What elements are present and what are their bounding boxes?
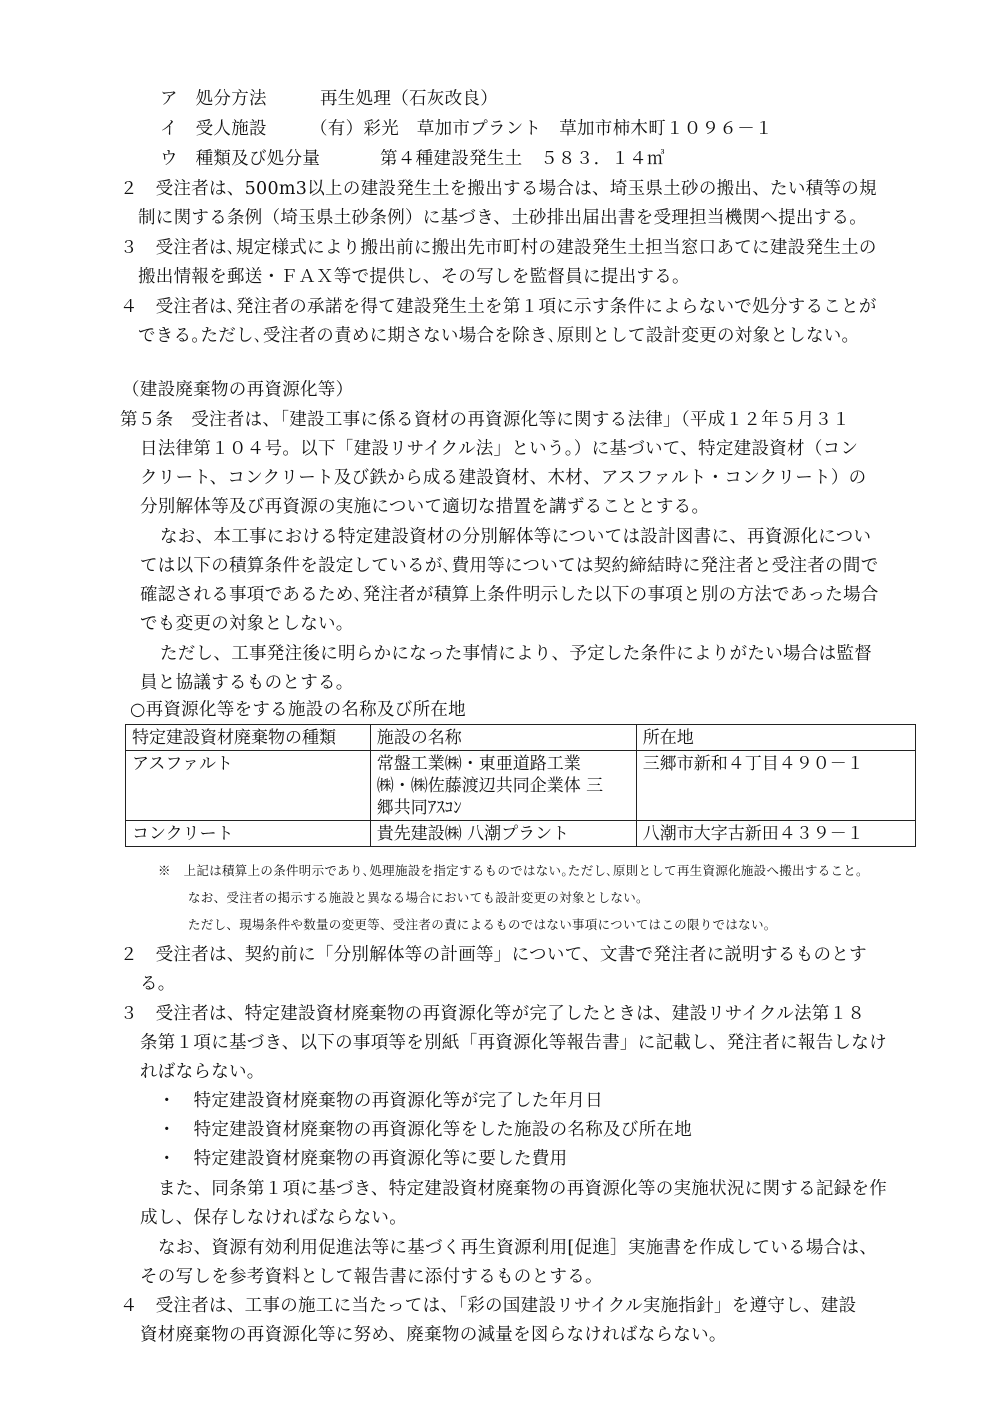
a5-clause3-line3: ればならない。: [140, 1062, 265, 1082]
clause4-line2: できる｡ただし､受注者の責めに期さない場合を除き､原則として設計変更の対象としない。: [138, 326, 860, 346]
article5-line2: 日法律第１０４号。以下「建設リサイクル法」という。）に基づいて、特定建設資材（コン: [140, 439, 859, 459]
note-line2: なお、受注者の掲示する施設と異なる場合においても設計変更の対象としない。: [188, 890, 649, 905]
article5-line5: なお、本工事における特定建設資材の分別解体等については設計図書に、再資源化につい: [160, 527, 872, 547]
disposal-method-label: ア 処分方法: [160, 89, 267, 109]
table-cell-name-line: 常盤工業㈱・東亜道路工業: [376, 754, 581, 774]
article5-line9: ただし、工事発注後に明らかになった事情により、予定した条件によりがたい場合は監督: [160, 644, 872, 664]
table-header-type: 特定建設資材廃棄物の種類: [126, 725, 371, 751]
clause3-line2: 搬出情報を郵送・ＦＡＸ等で提供し、その写しを監督員に提出する。: [138, 267, 690, 287]
a5-clause4-line1: ４ 受注者は、工事の施工に当たっては、「彩の国建設リサイクル実施指針」を遵守し、建設: [120, 1296, 857, 1316]
table-cell-name-line: ㈱・㈱佐藤渡辺共同企業体 三: [376, 776, 604, 796]
table-header-address: 所在地: [636, 725, 915, 751]
table-row: [126, 751, 916, 821]
disposal-type-label: ウ 種類及び処分量: [160, 149, 321, 169]
a5-clause2-line1: ２ 受注者は、契約前に「分別解体等の計画等」について、文書で発注者に説明するものとす: [120, 945, 867, 965]
article5-line4: 分別解体等及び再資源の実施について適切な措置を講ずることとする。: [140, 497, 710, 517]
section-title: （建設廃棄物の再資源化等）: [122, 380, 354, 400]
table-cell-name: 貴先建設㈱ 八潮プラント: [370, 821, 636, 847]
clause3-line1: ３ 受注者は､規定様式により搬出前に搬出先市町村の建設発生土担当窓口あてに建設発生土の: [120, 238, 877, 258]
article5-line7: 確認される事項であるため､発注者が積算上条件明示した以下の事項と別の方法であった場合: [140, 585, 879, 605]
table-caption: ○再資源化等をする施設の名称及び所在地: [130, 700, 466, 720]
table-header-name: 施設の名称: [370, 725, 636, 751]
table-cell-type: アスファルト: [126, 751, 371, 821]
a5-clause3-more-line4: その写しを参考資料として報告書に添付するものとする。: [140, 1267, 603, 1287]
article5-line1: 第５条 受注者は、「建設工事に係る資材の再資源化等に関する法律」（平成１２年５月３１: [120, 410, 851, 430]
clause2-line2: 制に関する条例（埼玉県土砂条例）に基づき、土砂排出届出書を受理担当機関へ提出する。: [138, 208, 868, 228]
article5-line3: クリート、コンクリート及び鉄から成る建設資材、木材、アスファルト・コンクリート）の: [140, 468, 867, 488]
a5-clause4-line2: 資材廃棄物の再資源化等に努め、廃棄物の減量を図らなければならない。: [140, 1325, 727, 1345]
disposal-method-value: 再生処理（石灰改良）: [320, 89, 498, 109]
disposal-facility-label: イ 受人施設: [160, 119, 267, 139]
note-line3: ただし、現場条件や数量の変更等、受注者の責によるものではない事項についてはこの限りではない。: [188, 917, 777, 932]
table-cell-name: [370, 751, 636, 821]
a5-clause3-line1: ３ 受注者は、特定建設資材廃棄物の再資源化等が完了したときは、建設リサイクル法第１８: [120, 1004, 866, 1024]
clause4-line1: ４ 受注者は､発注者の承諾を得て建設発生土を第１項に示す条件によらないで処分することが: [120, 297, 877, 317]
article5-line10: 員と協議するものとする。: [140, 673, 354, 693]
a5-clause3-more-line1: また、同条第１項に基づき、特定建設資材廃棄物の再資源化等の実施状況に関する記録を作: [158, 1179, 888, 1199]
table-cell-address: 八潮市大字古新田４３９－１: [636, 821, 915, 847]
a5-clause3-more-line2: 成し、保存しなければならない。: [140, 1208, 407, 1228]
table-header-row: [126, 725, 916, 751]
a5-clause3-more-line3: なお、資源有効利用促進法等に基づく再生資源利用[促進］実施書を作成している場合は、: [158, 1238, 878, 1258]
clause2-line1: ２ 受注者は、500m3以上の建設発生土を搬出する場合は、埼玉県土砂の搬出、たい積等の規: [120, 179, 877, 199]
article5-line8: でも変更の対象としない。: [140, 614, 354, 634]
table-row: [126, 821, 916, 847]
table-cell-address: 三郷市新和４丁目４９０－１: [636, 751, 915, 821]
disposal-type-value: 第４種建設発生土 ５８３．１４㎥: [380, 149, 665, 169]
a5-clause3-line2: 条第１項に基づき、以下の事項等を別紙「再資源化等報告書」に記載し、発注者に報告しなけ: [140, 1033, 887, 1053]
table-cell-name-line: 郷共同ｱｽｺﾝ: [376, 798, 462, 818]
disposal-facility-value: （有）彩光 草加市プラント 草加市柿木町１０９６－１: [310, 119, 773, 139]
a5-clause2-line2: る。: [140, 974, 176, 994]
note-line1: ※ 上記は積算上の条件明示であり､処理施設を指定するものではない｡ただし､原則として再生資源化施設へ搬出すること。: [158, 863, 869, 878]
bullet-item: ・ 特定建設資材廃棄物の再資源化等が完了した年月日: [158, 1091, 603, 1111]
bullet-item: ・ 特定建設資材廃棄物の再資源化等をした施設の名称及び所在地: [158, 1120, 692, 1140]
bullet-item: ・ 特定建設資材廃棄物の再資源化等に要した費用: [158, 1149, 568, 1169]
table-cell-type: コンクリート: [126, 821, 371, 847]
facility-table: [125, 724, 916, 847]
article5-line6: ては以下の積算条件を設定しているが､費用等については契約締結時に発注者と受注者の間で: [140, 556, 879, 576]
